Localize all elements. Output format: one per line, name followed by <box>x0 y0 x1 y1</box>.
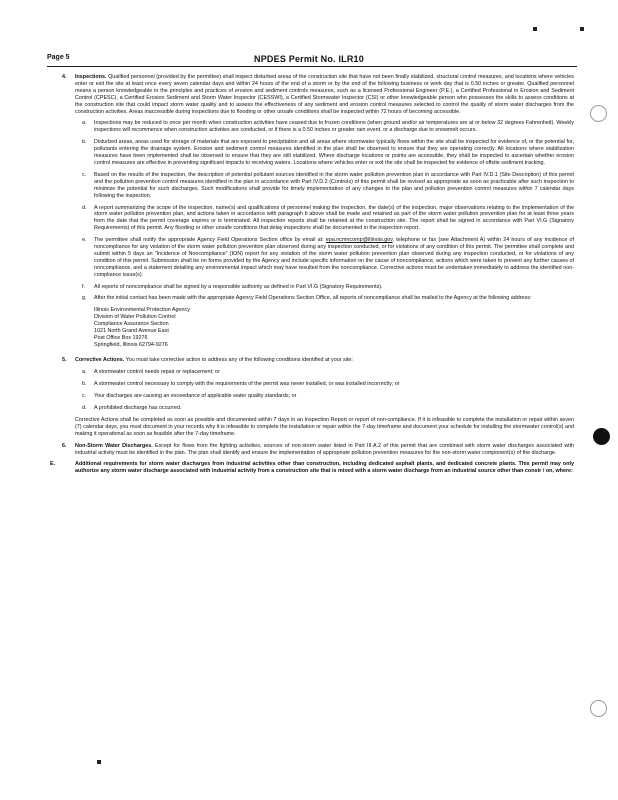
header-rule <box>47 66 577 67</box>
address-line: Compliance Assurance Section <box>94 321 169 328</box>
scan-mark <box>580 27 584 31</box>
subitem-e <box>50 237 574 278</box>
section-text: You must take corrective action to address any of the following conditions identified at your site: <box>125 357 353 364</box>
subitem-label: b. <box>82 381 87 388</box>
corrective-subitem-b <box>50 381 574 388</box>
subitem-label: d. <box>82 204 87 211</box>
address-line: Post Office Box 19276 <box>94 335 148 342</box>
section-number: 5. <box>62 357 67 364</box>
section-inspections <box>50 74 574 115</box>
corrective-actions-closing: Corrective Actions shall be completed as soon as possible and documented within 7 days in an Inspection Report or report of non-compliance. If it is infeasible to complete the installation or repair within seven (7) calendar days, you must document in your records why it is infeasible to complete the installation or repair within the 7-day timeframe and document your schedule for installing the stormwater control(s) and making it operational as soon as feasible after the 7-day timeframe. <box>75 416 574 437</box>
section-number: 6. <box>62 442 67 449</box>
subitem-label: a. <box>82 369 87 376</box>
subitem-d <box>50 205 574 233</box>
page-title: NPDES Permit No. ILR10 <box>254 54 364 64</box>
address-line: Springfield, Illinois 62794-9276 <box>94 342 168 349</box>
email-link[interactable]: epa.ncmncomp@illinois.gov <box>325 237 393 244</box>
section-letter: E. <box>50 461 56 468</box>
subitem-text-cont: , telephone or fax (see Attachment A) within 24 hours of any incidence of noncompliance for any violation of the storm water pollution prevention plan observed during any inspection conducted, or for violations of any condition of this permit. The permittee shall complete and submit within 5 days an "Incidence of Noncompliance" (ION) report for any violation of the storm water pollution prevention plan observed during any inspection conducted, or for violations of any condition of this permit. Submission shall be on forms provided by the Agency and include specific information on the cause of noncompliance, actions which were taken to prevent any further causes of noncompliance, and a statement detailing any environmental impact which may have resulted from the noncompliance. Corrective actions must be undertaken immediately to address the identified non-compliance issue(s). <box>94 237 574 278</box>
subitem-text: Inspections may be reduced to once per month when construction activities have ceased due to frozen conditions (when ground and/or air temperatures are at or below 32 degrees Fahrenheit). Weekly inspections will recommence when construction activities are conducted, or if there is a 0.50 inches or greater rain event, or a discharge due to snowmelt occurs. <box>94 120 574 134</box>
section-heading: Non-Storm Water Discharges. <box>75 442 153 449</box>
subitem-text: The permittee shall notify the appropriate Agency Field Operations Section office by email at: <box>94 237 324 244</box>
subitem-c <box>50 172 574 200</box>
corrective-subitem-a <box>50 369 574 376</box>
subitem-f <box>50 284 574 291</box>
section-text: Qualified personnel (provided by the permittee) shall inspect disturbed areas of the construction site that have not been finally stabilized, structural control measures, and locations where vehicles enter or exit the site at least once every seven calendar days and within 24 hours of the end of a storm or by the end of the following business or work day that is 0.50 inches or greater. Qualified personnel means a person knowledgeable in the principles and practices of erosion and sediment controls measures, such as a licensed Professional Engineer (P.E.), a Certified Professional in Erosion and Sediment Control (CPESC), a Certified Erosion Sediment and Storm Water Inspector (CESSWI), a Certified Stormwater Inspector (CSI) or other knowledgeable person who possesses the skills to assess conditions at the construction site that could impact storm water quality and to assess the effectiveness of any sediment and erosion control measures selected to control the quality of storm water discharges from the construction activities. Areas inaccessible during inspections due to flooding or other unsafe conditions shall be inspected within 72 hours of becoming accessible. <box>75 74 575 115</box>
scan-mark <box>97 760 101 764</box>
mailing-address <box>50 307 574 349</box>
subitem-b <box>50 139 574 167</box>
address-line: Illinois Environmental Protection Agency <box>94 307 190 314</box>
subitem-text: A report summarizing the scope of the inspection, name(s) and qualifications of personnel making the inspection, the date(s) of the inspection, major observations relating to the implementation of the storm water pollution prevention plan, and actions taken in accordance with paragraph b above shall be made and retained as part of the storm water pollution prevention plan for at least three years from the date that the permit coverage expires or is terminated. All inspection reports shall be retained at the construction site. The report shall be signed in accordance with Part VI.G (Signatory Requirements) of this permit. Any flooding or other unsafe conditions that delay inspections shall be documented in the inspection report. <box>94 204 574 232</box>
corrective-subitem-c <box>50 393 574 400</box>
subitem-g <box>50 295 574 302</box>
page-number: Page 5 <box>47 54 70 61</box>
section-text: Additional requirements for storm water discharges from industrial activities other than construction, including dedicated asphalt plants, and dedicated concrete plants. This permit may only authorize any storm water discharge associated with industrial activity from a construction site that is mixed with a storm water discharge from an industrial source other than constr / on, where: <box>75 461 574 475</box>
section-e-additional-requirements <box>50 461 574 475</box>
subitem-label: f. <box>82 283 85 290</box>
subitem-a <box>50 120 574 134</box>
subitem-label: c. <box>82 393 87 400</box>
subitem-label: d. <box>82 405 87 411</box>
address-line: Division of Water Pollution Control <box>94 314 176 321</box>
subitem-text: Your discharges are causing an exceedance of applicable water quality standards; or <box>94 393 297 400</box>
subitem-label: g. <box>82 295 87 302</box>
punch-hole <box>590 105 607 122</box>
section-heading: Corrective Actions. <box>75 357 125 364</box>
subitem-text: A stormwater control needs repair or replacement; or <box>94 369 220 376</box>
corrective-subitem-d <box>50 405 574 412</box>
document-body <box>50 74 574 480</box>
section-heading: Inspections. <box>75 74 107 80</box>
subitem-text: Disturbed areas, areas used for storage of materials that are exposed to precipitation and all areas where stormwater typically flows within the site shall be inspected for evidence of, or the potential for, pollutants entering the drainage system. Erosion and sediment control measures identified in the plan shall be observed to ensure that they are operating correctly. All locations where stabilization measures have been implemented shall be observed to ensure that they are still stabilized. Where discharge locations or points are accessible, they shall be inspected to ascertain whether erosion control measures are effective in preventing significant impacts to receiving waters. Locations where vehicles enter or exit the site shall be inspected for evidence of offsite sediment tracking. <box>94 139 574 166</box>
punch-hole <box>593 428 610 445</box>
address-line: 1021 North Grand Avenue East <box>94 328 169 335</box>
section-text: Except for flows from fire fighting activities, sources of non-storm water listed in Part III.A.2 of this permit that are combined with storm water discharges associated with industrial activity must be identified in the plan. The plan shall identify and ensure the implementation of appropriate pollution prevention measures for the non-storm water component(s) of the discharge. <box>75 442 574 456</box>
subitem-label: c. <box>82 171 87 178</box>
subitem-text: After the initial contact has been made with the appropriate Agency Field Operations Section Office, all reports of noncompliance shall be mailed to the Agency at the following address: <box>94 295 532 302</box>
subitem-text: A prohibited discharge has occurred. <box>94 405 182 411</box>
subitem-text: A stormwater control necessary to comply with the requirements of the permit was never installed, or was installed incorrectly; or <box>94 381 400 388</box>
section-non-storm-water <box>50 443 574 457</box>
punch-hole <box>590 700 607 717</box>
subitem-text: All reports of noncompliance shall be signed by a responsible authority as defined in Part VI.G (Signatory Requirements). <box>94 283 383 290</box>
scan-mark <box>533 27 537 31</box>
subitem-label: b. <box>82 139 87 146</box>
subitem-text: Based on the results of the inspection, the description of potential pollutant sources identified in the storm water pollution prevention plan in accordance with Part IV.D.1 (Site Description) of this permit and the pollution prevention control measures identified in the plan in accordance with Part IV.D.2 (Controls) of this permit shall be revised as appropriate as soon as practicable after such inspection to minimize the potential for such discharges. Such modifications shall provide for timely implementation of any changes to the plan and pollution prevention control measures within 7 calendar days following the inspection. <box>94 171 574 199</box>
subitem-label: a. <box>82 120 87 127</box>
section-corrective-actions <box>50 357 574 364</box>
subitem-label: e. <box>82 237 87 244</box>
section-number: 4. <box>62 74 67 80</box>
